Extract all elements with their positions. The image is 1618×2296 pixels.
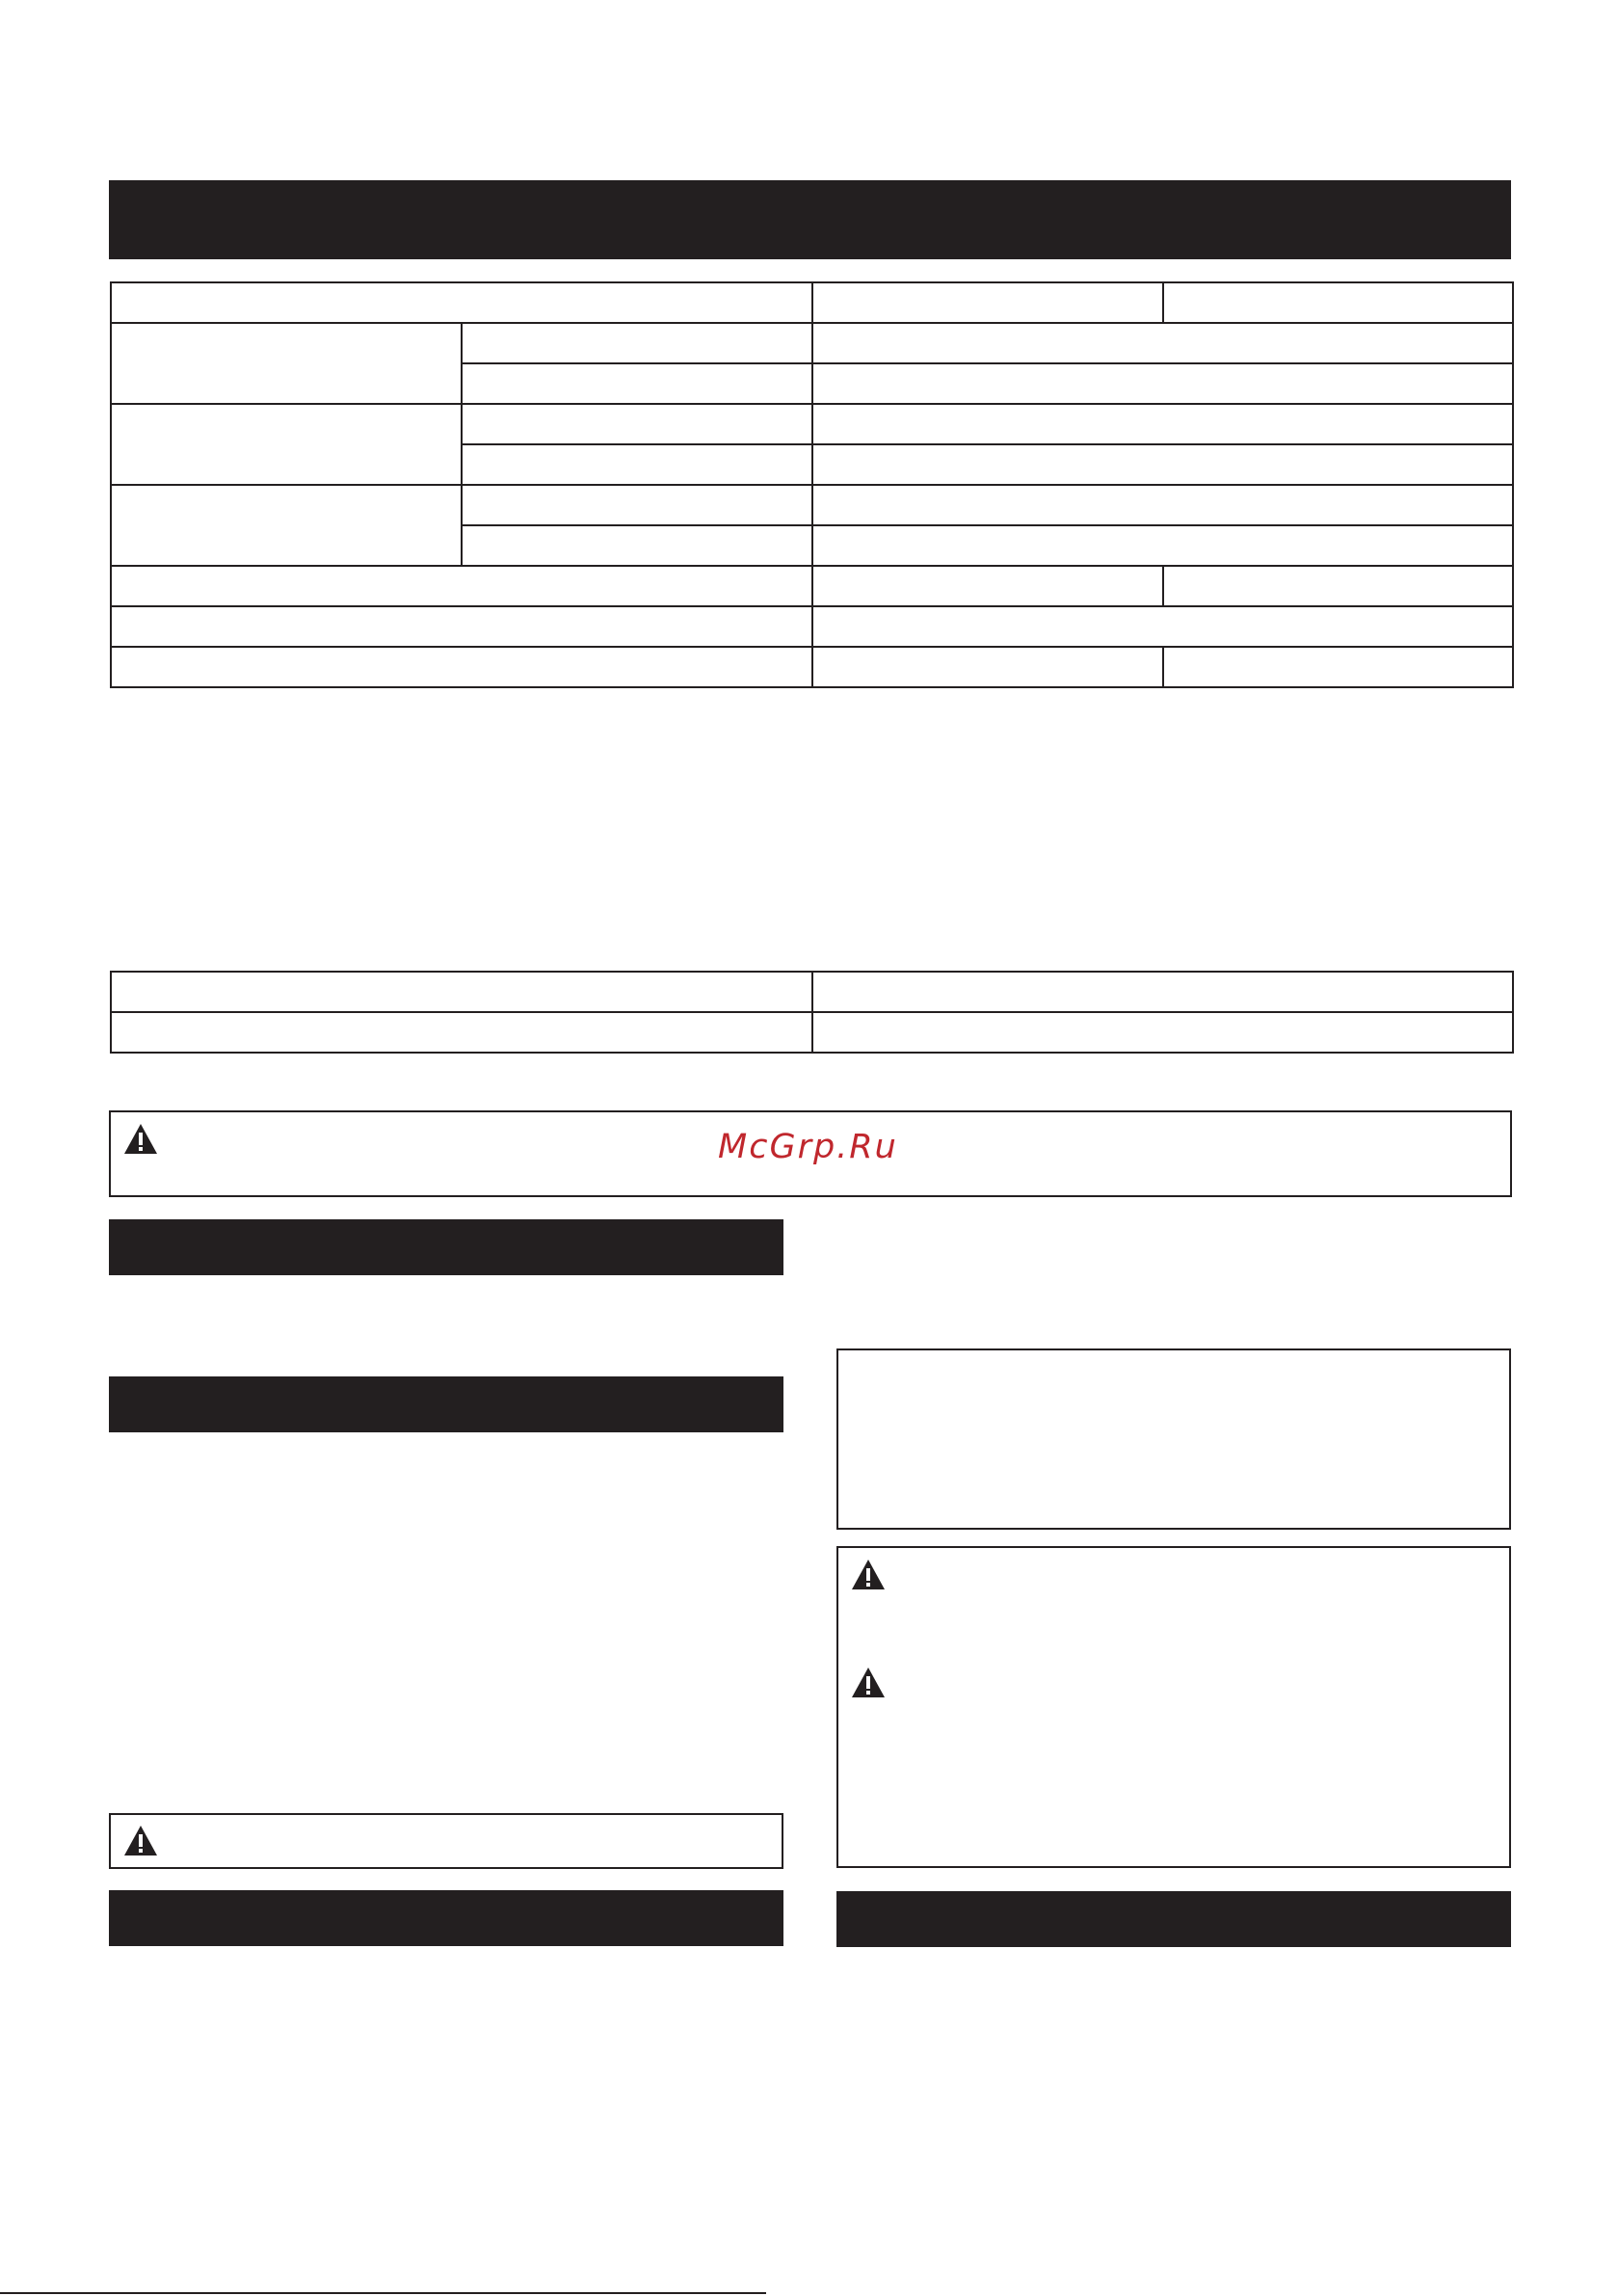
table-row xyxy=(111,647,1513,687)
table-cell xyxy=(111,606,812,647)
table-cell xyxy=(111,647,812,687)
table-cell xyxy=(812,444,1513,485)
table-row xyxy=(111,404,1513,444)
table-cell xyxy=(812,323,1513,363)
table-cell xyxy=(462,323,812,363)
warning-triangle-icon xyxy=(122,1122,159,1157)
table-row xyxy=(111,1012,1513,1053)
table-row xyxy=(111,566,1513,606)
warning-box-left xyxy=(109,1813,783,1869)
table-cell xyxy=(812,647,1163,687)
table-cell xyxy=(111,972,812,1012)
table-cell xyxy=(1163,282,1513,323)
section-header-bar xyxy=(109,1219,783,1275)
table-cell xyxy=(812,525,1513,566)
table-cell xyxy=(462,525,812,566)
table-cell xyxy=(111,566,812,606)
table-cell xyxy=(1163,566,1513,606)
warning-triangle-icon xyxy=(850,1558,887,1592)
table-cell xyxy=(111,323,462,404)
specifications-title-bar xyxy=(109,180,1511,259)
table-cell xyxy=(812,566,1163,606)
table-cell xyxy=(812,404,1513,444)
table-cell xyxy=(462,485,812,525)
section-header-bar xyxy=(836,1891,1511,1947)
footer-divider xyxy=(0,2292,766,2294)
warning-box-right xyxy=(836,1546,1511,1868)
warning-triangle-icon xyxy=(850,1666,887,1700)
secondary-table xyxy=(110,971,1514,1054)
table-cell xyxy=(1163,647,1513,687)
table-cell xyxy=(111,1012,812,1053)
table-cell xyxy=(111,404,462,485)
watermark-text: McGrp.Ru xyxy=(718,1128,898,1166)
table-cell xyxy=(812,282,1163,323)
table-cell xyxy=(812,485,1513,525)
specifications-table xyxy=(110,281,1514,688)
table-cell xyxy=(462,444,812,485)
table-row xyxy=(111,323,1513,363)
table-cell xyxy=(812,1012,1513,1053)
table-cell xyxy=(462,363,812,404)
table-cell xyxy=(812,972,1513,1012)
table-cell xyxy=(462,404,812,444)
table-cell xyxy=(111,485,462,566)
table-row xyxy=(111,282,1513,323)
section-header-bar xyxy=(109,1376,783,1432)
section-header-bar xyxy=(109,1890,783,1946)
table-row xyxy=(111,606,1513,647)
table-row xyxy=(111,485,1513,525)
table-cell xyxy=(111,282,812,323)
note-box xyxy=(836,1348,1511,1530)
table-row xyxy=(111,972,1513,1012)
warning-triangle-icon xyxy=(122,1824,159,1858)
table-cell xyxy=(812,606,1513,647)
table-cell xyxy=(812,363,1513,404)
